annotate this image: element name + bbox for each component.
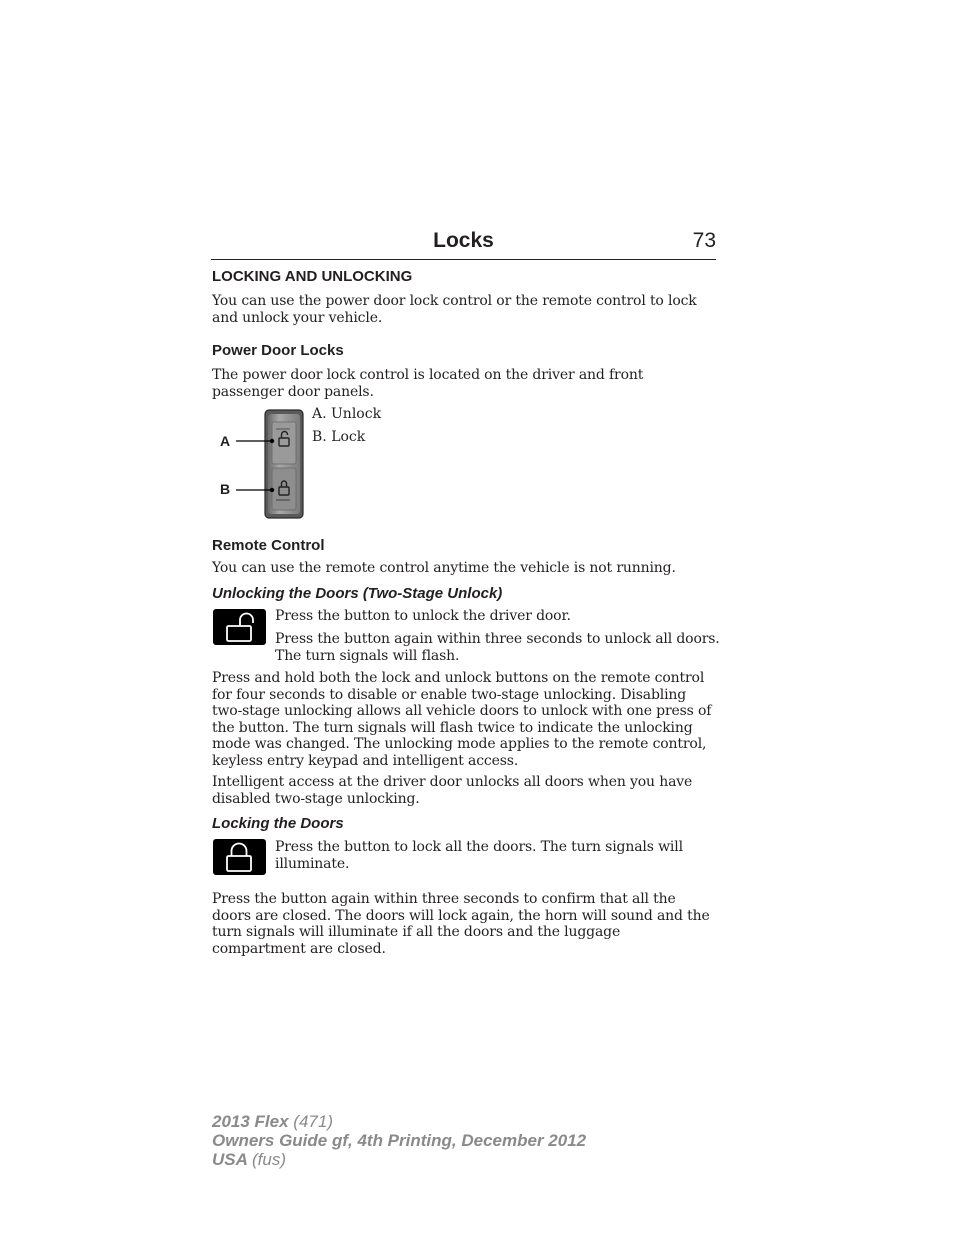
lock-icon xyxy=(213,839,266,875)
heading-locking-doors: Locking the Doors xyxy=(212,815,344,832)
intelligent-access-paragraph: Intelligent access at the driver door unlocks all doors when you have disabled two-stage unlocking. xyxy=(212,774,693,807)
figure-label-a: A xyxy=(220,433,231,449)
heading-remote-control: Remote Control xyxy=(212,537,325,554)
power-door-locks-paragraph: The power door lock control is located on the driver and front passenger door panels. xyxy=(212,367,644,400)
legend-item-unlock: A. Unlock xyxy=(312,406,382,422)
page-number: 73 xyxy=(692,229,716,252)
page-header xyxy=(211,229,716,260)
footer-market: USA xyxy=(212,1150,248,1169)
figure-label-b: B xyxy=(220,481,231,497)
section-title: Locks xyxy=(433,229,494,252)
footer-model-code: (471) xyxy=(293,1112,333,1131)
heading-locking-unlocking: LOCKING AND UNLOCKING xyxy=(212,268,413,285)
door-lock-switch-figure xyxy=(212,408,312,520)
unlock-step-2: Press the button again within three seconds to unlock all doors. The turn signals will flash. xyxy=(275,631,720,664)
footer-market-code: (fus) xyxy=(252,1150,286,1169)
two-stage-unlock-paragraph: Press and hold both the lock and unlock buttons on the remote control for four seconds to disable or enable two-stage unlocking. Disabling two-stage unlocking allows all vehicle doors to unlock with one press of the button. The turn signals will flash twice to indicate the unlocking mode was changed. The unlocking mode applies to the remote control, keyless entry keypad and intelligent access. xyxy=(212,670,712,769)
leader-dot-a xyxy=(270,439,274,443)
footer-model: 2013 Flex xyxy=(212,1112,289,1131)
unlock-step-1: Press the button to unlock the driver door. xyxy=(275,608,571,624)
leader-dot-b xyxy=(270,488,274,492)
heading-power-door-locks: Power Door Locks xyxy=(212,342,344,359)
lock-step-1: Press the button to lock all the doors. The turn signals will illuminate. xyxy=(275,839,683,872)
door-lock-switch-illustration xyxy=(212,408,312,520)
heading-unlocking-doors: Unlocking the Doors (Two-Stage Unlock) xyxy=(212,585,503,602)
page-footer xyxy=(212,1112,586,1169)
unlock-icon xyxy=(213,609,266,645)
lock-button-symbol xyxy=(213,839,266,875)
intro-paragraph: You can use the power door lock control or the remote control to lock and unlock your vehicle. xyxy=(212,293,697,326)
unlock-button-symbol xyxy=(213,609,266,645)
remote-control-paragraph: You can use the remote control anytime the vehicle is not running. xyxy=(212,560,676,576)
footer-model-line xyxy=(212,1112,586,1131)
legend-item-lock: B. Lock xyxy=(312,429,366,445)
footer-guide: Owners Guide gf, 4th Printing, December 2012 xyxy=(212,1131,587,1150)
lock-confirm-paragraph: Press the button again within three seconds to confirm that all the doors are closed. The doors will lock again, the horn will sound and the turn signals will illuminate if all the doors and the luggage compartment are closed. xyxy=(212,891,710,957)
footer-market-line xyxy=(212,1150,586,1169)
